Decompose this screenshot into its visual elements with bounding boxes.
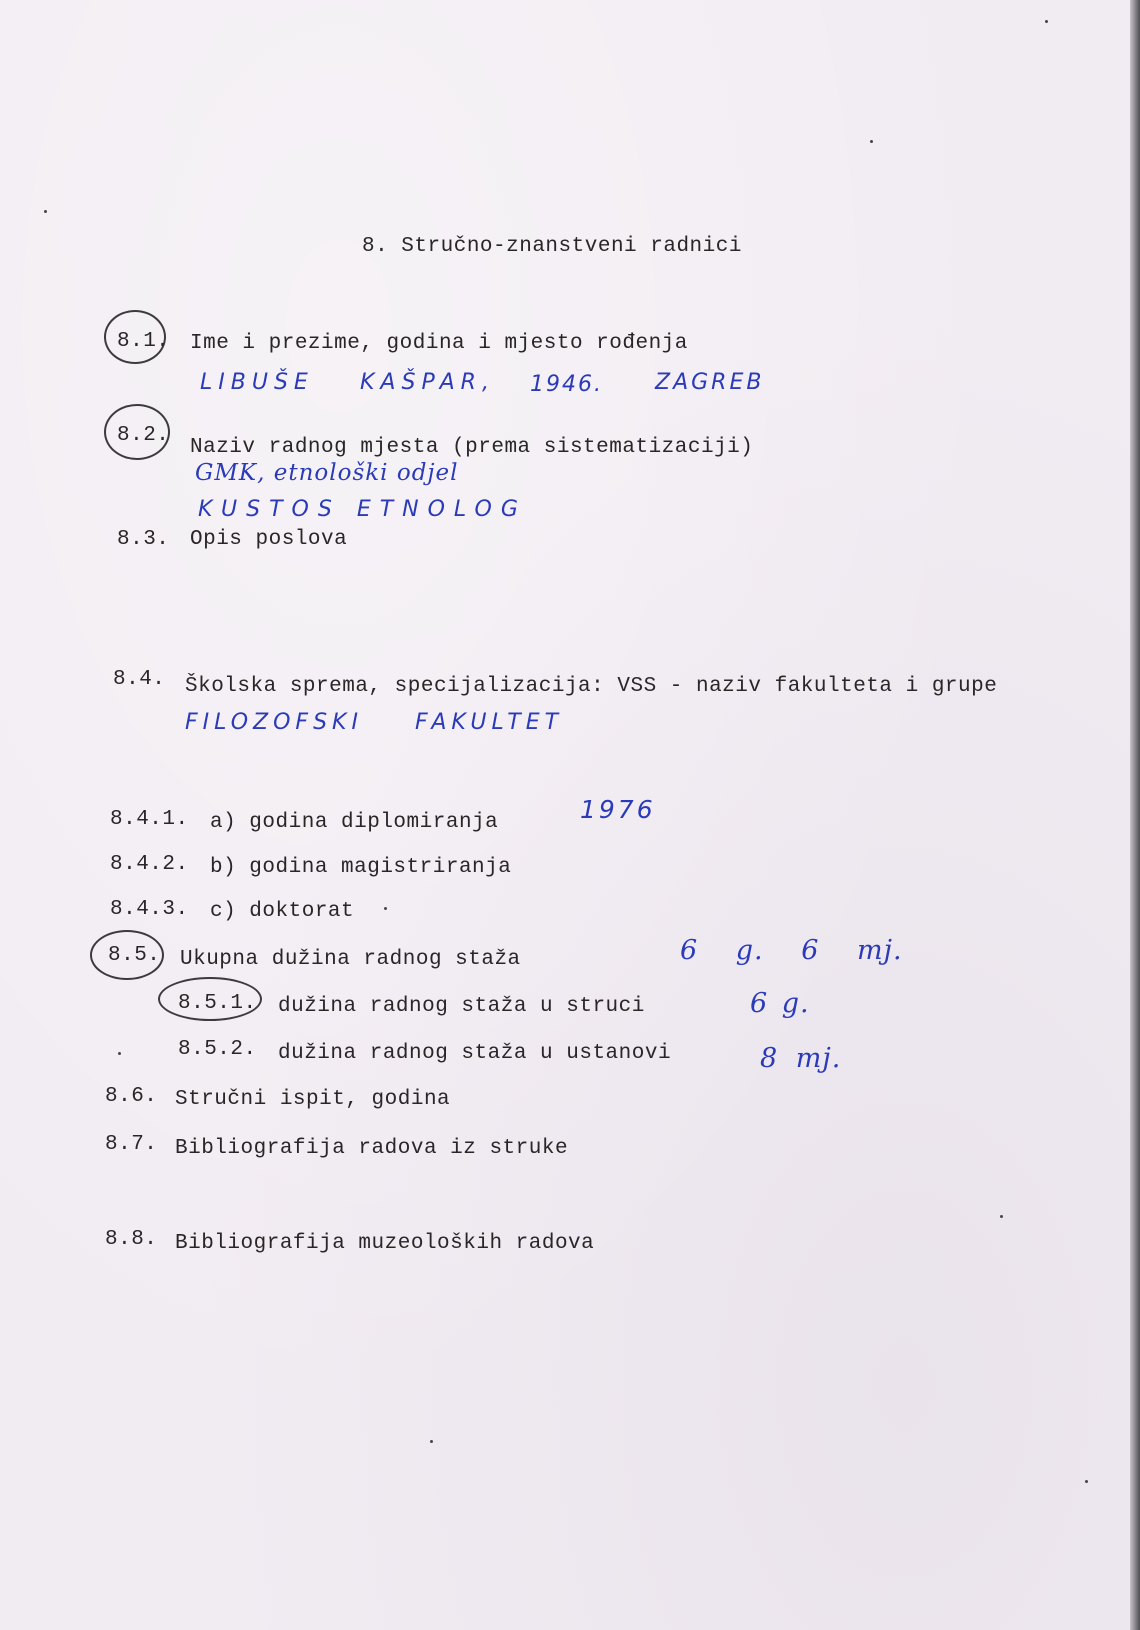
- item-label-8-6: Stručni ispit, godina: [175, 1088, 451, 1111]
- item-label-8-1: Ime i prezime, godina i mjesto rođenja: [190, 332, 688, 355]
- paper-speck: [384, 907, 387, 910]
- item-number-8-7: 8.7.: [105, 1133, 158, 1156]
- paper-speck: [118, 1052, 121, 1055]
- item-label-8-4: Školska sprema, specijalizacija: VSS - naziv fakulteta i grupe: [185, 675, 998, 698]
- paper-speck: [870, 140, 873, 143]
- item-number-8-4-3: 8.4.3.: [110, 898, 189, 921]
- paper-speck: [430, 1440, 433, 1443]
- handwritten-service-in-institution: 8 mj.: [760, 1043, 842, 1074]
- page-edge-shadow: [1130, 0, 1140, 1630]
- item-label-8-5-1: dužina radnog staža u struci: [278, 995, 645, 1018]
- handwritten-department: GMK, etnološki odjel: [195, 460, 459, 486]
- item-number-8-4: 8.4.: [113, 668, 166, 691]
- item-label-8-5-2: dužina radnog staža u ustanovi: [278, 1042, 672, 1065]
- handwritten-service-in-field: 6 g.: [750, 988, 810, 1019]
- item-number-8-5: 8.5.: [108, 944, 161, 967]
- handwritten-birth-year: 1946.: [530, 372, 603, 397]
- handwritten-job-title: KUSTOS ETNOLOG: [198, 497, 527, 522]
- paper-speck: [44, 210, 47, 213]
- handwritten-surname: KAŠPAR,: [360, 370, 495, 395]
- document-heading: 8. Stručno-znanstveni radnici: [362, 235, 742, 258]
- handwritten-graduation-year: 1976: [580, 795, 656, 824]
- paper-speck: [1000, 1215, 1003, 1218]
- item-number-8-5-1: 8.5.1.: [178, 992, 257, 1015]
- item-number-8-6: 8.6.: [105, 1085, 158, 1108]
- handwritten-birth-place: ZAGREB: [655, 370, 765, 395]
- item-label-8-4-3: c) doktorat: [210, 900, 355, 923]
- item-number-8-5-2: 8.5.2.: [178, 1038, 257, 1061]
- item-number-8-8: 8.8.: [105, 1228, 158, 1251]
- item-number-8-1: 8.1.: [117, 330, 170, 353]
- item-label-8-5: Ukupna dužina radnog staža: [180, 948, 521, 971]
- item-label-8-4-2: b) godina magistriranja: [210, 856, 512, 879]
- item-number-8-4-2: 8.4.2.: [110, 853, 189, 876]
- item-label-8-8: Bibliografija muzeoloških radova: [175, 1232, 595, 1255]
- paper-speck: [1045, 20, 1048, 23]
- item-label-8-7: Bibliografija radova iz struke: [175, 1137, 569, 1160]
- handwritten-faculty: FILOZOFSKI FAKULTET: [185, 710, 564, 735]
- item-label-8-3: Opis poslova: [190, 528, 348, 551]
- item-label-8-4-1: a) godina diplomiranja: [210, 811, 499, 834]
- handwritten-name: LIBUŠE: [200, 370, 314, 395]
- paper-speck: [1085, 1480, 1088, 1483]
- item-number-8-4-1: 8.4.1.: [110, 808, 189, 831]
- item-number-8-2: 8.2.: [117, 424, 170, 447]
- handwritten-total-service: 6 g. 6 mj.: [680, 935, 903, 966]
- item-label-8-2: Naziv radnog mjesta (prema sistematizaciji): [190, 436, 754, 459]
- item-number-8-3: 8.3.: [117, 528, 170, 551]
